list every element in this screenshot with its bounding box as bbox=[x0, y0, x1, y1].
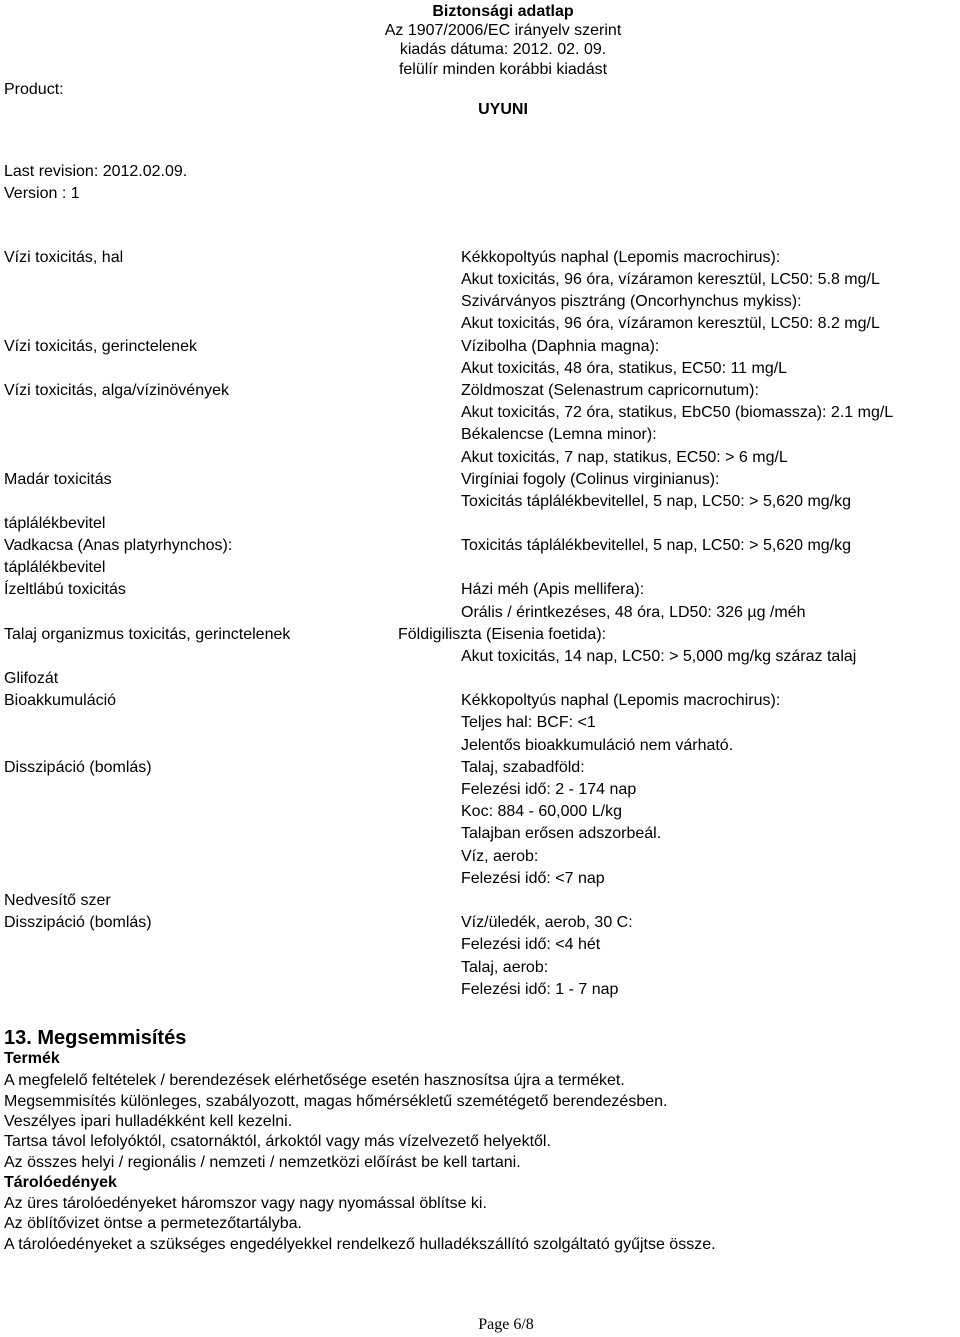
value-line: Vízibolha (Daphnia magna): bbox=[461, 338, 660, 355]
label-dietary-1: táplálékbevitel bbox=[4, 515, 106, 532]
value-line: Akut toxicitás, 96 óra, vízáramon keresztül, LC50: 8.2 mg/L bbox=[461, 315, 880, 332]
section-heading: 13. Megsemmisítés bbox=[4, 1027, 187, 1049]
paragraph-line: Tartsa távol lefolyóktól, csatornáktól, árkoktól vagy más vízelvezető helyektől. bbox=[4, 1133, 551, 1150]
value-line: Koc: 884 - 60,000 L/kg bbox=[461, 803, 622, 820]
value-line: Akut toxicitás, 7 nap, statikus, EC50: > 6 mg/L bbox=[461, 449, 788, 466]
paragraph-line: Az öblítővizet öntse a permetezőtartályba. bbox=[4, 1215, 302, 1232]
value-line: Talaj, szabadföld: bbox=[461, 759, 585, 776]
label-soil-organism: Talaj organizmus toxicitás, gerinctelenek bbox=[4, 626, 291, 643]
label-aquatic-algae: Vízi toxicitás, alga/vízinövények bbox=[4, 382, 229, 399]
label-dissipation-1: Disszipáció (bomlás) bbox=[4, 759, 152, 776]
value-line: Akut toxicitás, 72 óra, statikus, EbC50 (biomassza): 2.1 mg/L bbox=[461, 404, 894, 421]
supersedes-note: felülír minden korábbi kiadást bbox=[398, 61, 608, 78]
value-line: Talaj, aerob: bbox=[461, 959, 549, 976]
label-bird-toxicity: Madár toxicitás bbox=[4, 471, 112, 488]
paragraph-line: A megfelelő feltételek / berendezések elérhetősége esetén hasznosítsa újra a terméket. bbox=[4, 1072, 625, 1089]
value-line: Házi méh (Apis mellifera): bbox=[461, 581, 645, 598]
paragraph-line: Az összes helyi / regionális / nemzeti / nemzetközi előírást be kell tartani. bbox=[4, 1154, 521, 1171]
value-line: Toxicitás táplálékbevitellel, 5 nap, LC50: > 5,620 mg/kg bbox=[461, 537, 852, 554]
label-aquatic-fish: Vízi toxicitás, hal bbox=[4, 249, 124, 266]
value-line: Kékkopoltyús naphal (Lepomis macrochirus): bbox=[461, 249, 781, 266]
value-line: Szivárványos pisztráng (Oncorhynchus mykiss): bbox=[461, 293, 802, 310]
page-number: Page 6/8 bbox=[478, 1316, 534, 1333]
value-line: Teljes hal: BCF: <1 bbox=[461, 714, 596, 731]
label-dietary-2: táplálékbevitel bbox=[4, 559, 106, 576]
value-line: Víz/üledék, aerob, 30 C: bbox=[461, 914, 633, 931]
label-bioaccumulation: Bioakkumuláció bbox=[4, 692, 117, 709]
version: Version : 1 bbox=[4, 185, 80, 202]
value-line: Jelentős bioakkumuláció nem várható. bbox=[461, 737, 734, 754]
value-line: Akut toxicitás, 48 óra, statikus, EC50: 11 mg/L bbox=[461, 360, 788, 377]
paragraph-line: A tárolóedényeket a szükséges engedélyekkel rendelkező hulladékszállító szolgáltató gyűjtse össze. bbox=[4, 1236, 716, 1253]
value-line: Felezési idő: <7 nap bbox=[461, 870, 605, 887]
value-line: Zöldmoszat (Selenastrum capricornutum): bbox=[461, 382, 759, 399]
issue-date: kiadás dátuma: 2012. 02. 09. bbox=[399, 41, 607, 58]
value-line: Felezési idő: <4 hét bbox=[461, 936, 601, 953]
value-line: Toxicitás táplálékbevitellel, 5 nap, LC50: > 5,620 mg/kg bbox=[461, 493, 852, 510]
label-mallard: Vadkacsa (Anas platyrhynchos): bbox=[4, 537, 233, 554]
value-line: Víz, aerob: bbox=[461, 848, 539, 865]
last-revision: Last revision: 2012.02.09. bbox=[4, 163, 188, 180]
label-glyphosate: Glifozát bbox=[4, 670, 59, 687]
value-line: Akut toxicitás, 96 óra, vízáramon keresztül, LC50: 5.8 mg/L bbox=[461, 271, 880, 288]
value-line: Orális / érintkezéses, 48 óra, LD50: 326 µg /méh bbox=[461, 604, 806, 621]
value-line: Felezési idő: 2 - 174 nap bbox=[461, 781, 637, 798]
label-aquatic-invertebrates: Vízi toxicitás, gerinctelenek bbox=[4, 338, 197, 355]
value-line: Talajban erősen adszorbeál. bbox=[461, 825, 662, 842]
paragraph-line: Az üres tárolóedényeket háromszor vagy nagy nyomással öblítse ki. bbox=[4, 1195, 487, 1212]
value-line: Virgíniai fogoly (Colinus virginianus): bbox=[461, 471, 720, 488]
value-line: Békalencse (Lemna minor): bbox=[461, 426, 657, 443]
label-arthropod: Ízeltlábú toxicitás bbox=[4, 581, 126, 598]
subheading-product: Termék bbox=[4, 1050, 60, 1067]
subheading-containers: Tárolóedények bbox=[4, 1174, 117, 1191]
label-dissipation-2: Disszipáció (bomlás) bbox=[4, 914, 152, 931]
regulation-line: Az 1907/2006/EC irányelv szerint bbox=[384, 22, 622, 39]
paragraph-line: Megsemmisítés különleges, szabályozott, magas hőmérsékletű szemétégető berendezésben. bbox=[4, 1093, 668, 1110]
value-line: Földigiliszta (Eisenia foetida): bbox=[398, 626, 607, 643]
label-surfactant: Nedvesítő szer bbox=[4, 892, 111, 909]
product-name: UYUNI bbox=[478, 101, 528, 118]
product-label: Product: bbox=[4, 81, 64, 98]
document-title: Biztonsági adatlap bbox=[432, 3, 574, 20]
value-line: Felezési idő: 1 - 7 nap bbox=[461, 981, 619, 998]
value-line: Akut toxicitás, 14 nap, LC50: > 5,000 mg/kg száraz talaj bbox=[461, 648, 857, 665]
value-line: Kékkopoltyús naphal (Lepomis macrochirus): bbox=[461, 692, 781, 709]
paragraph-line: Veszélyes ipari hulladékként kell kezelni. bbox=[4, 1113, 293, 1130]
